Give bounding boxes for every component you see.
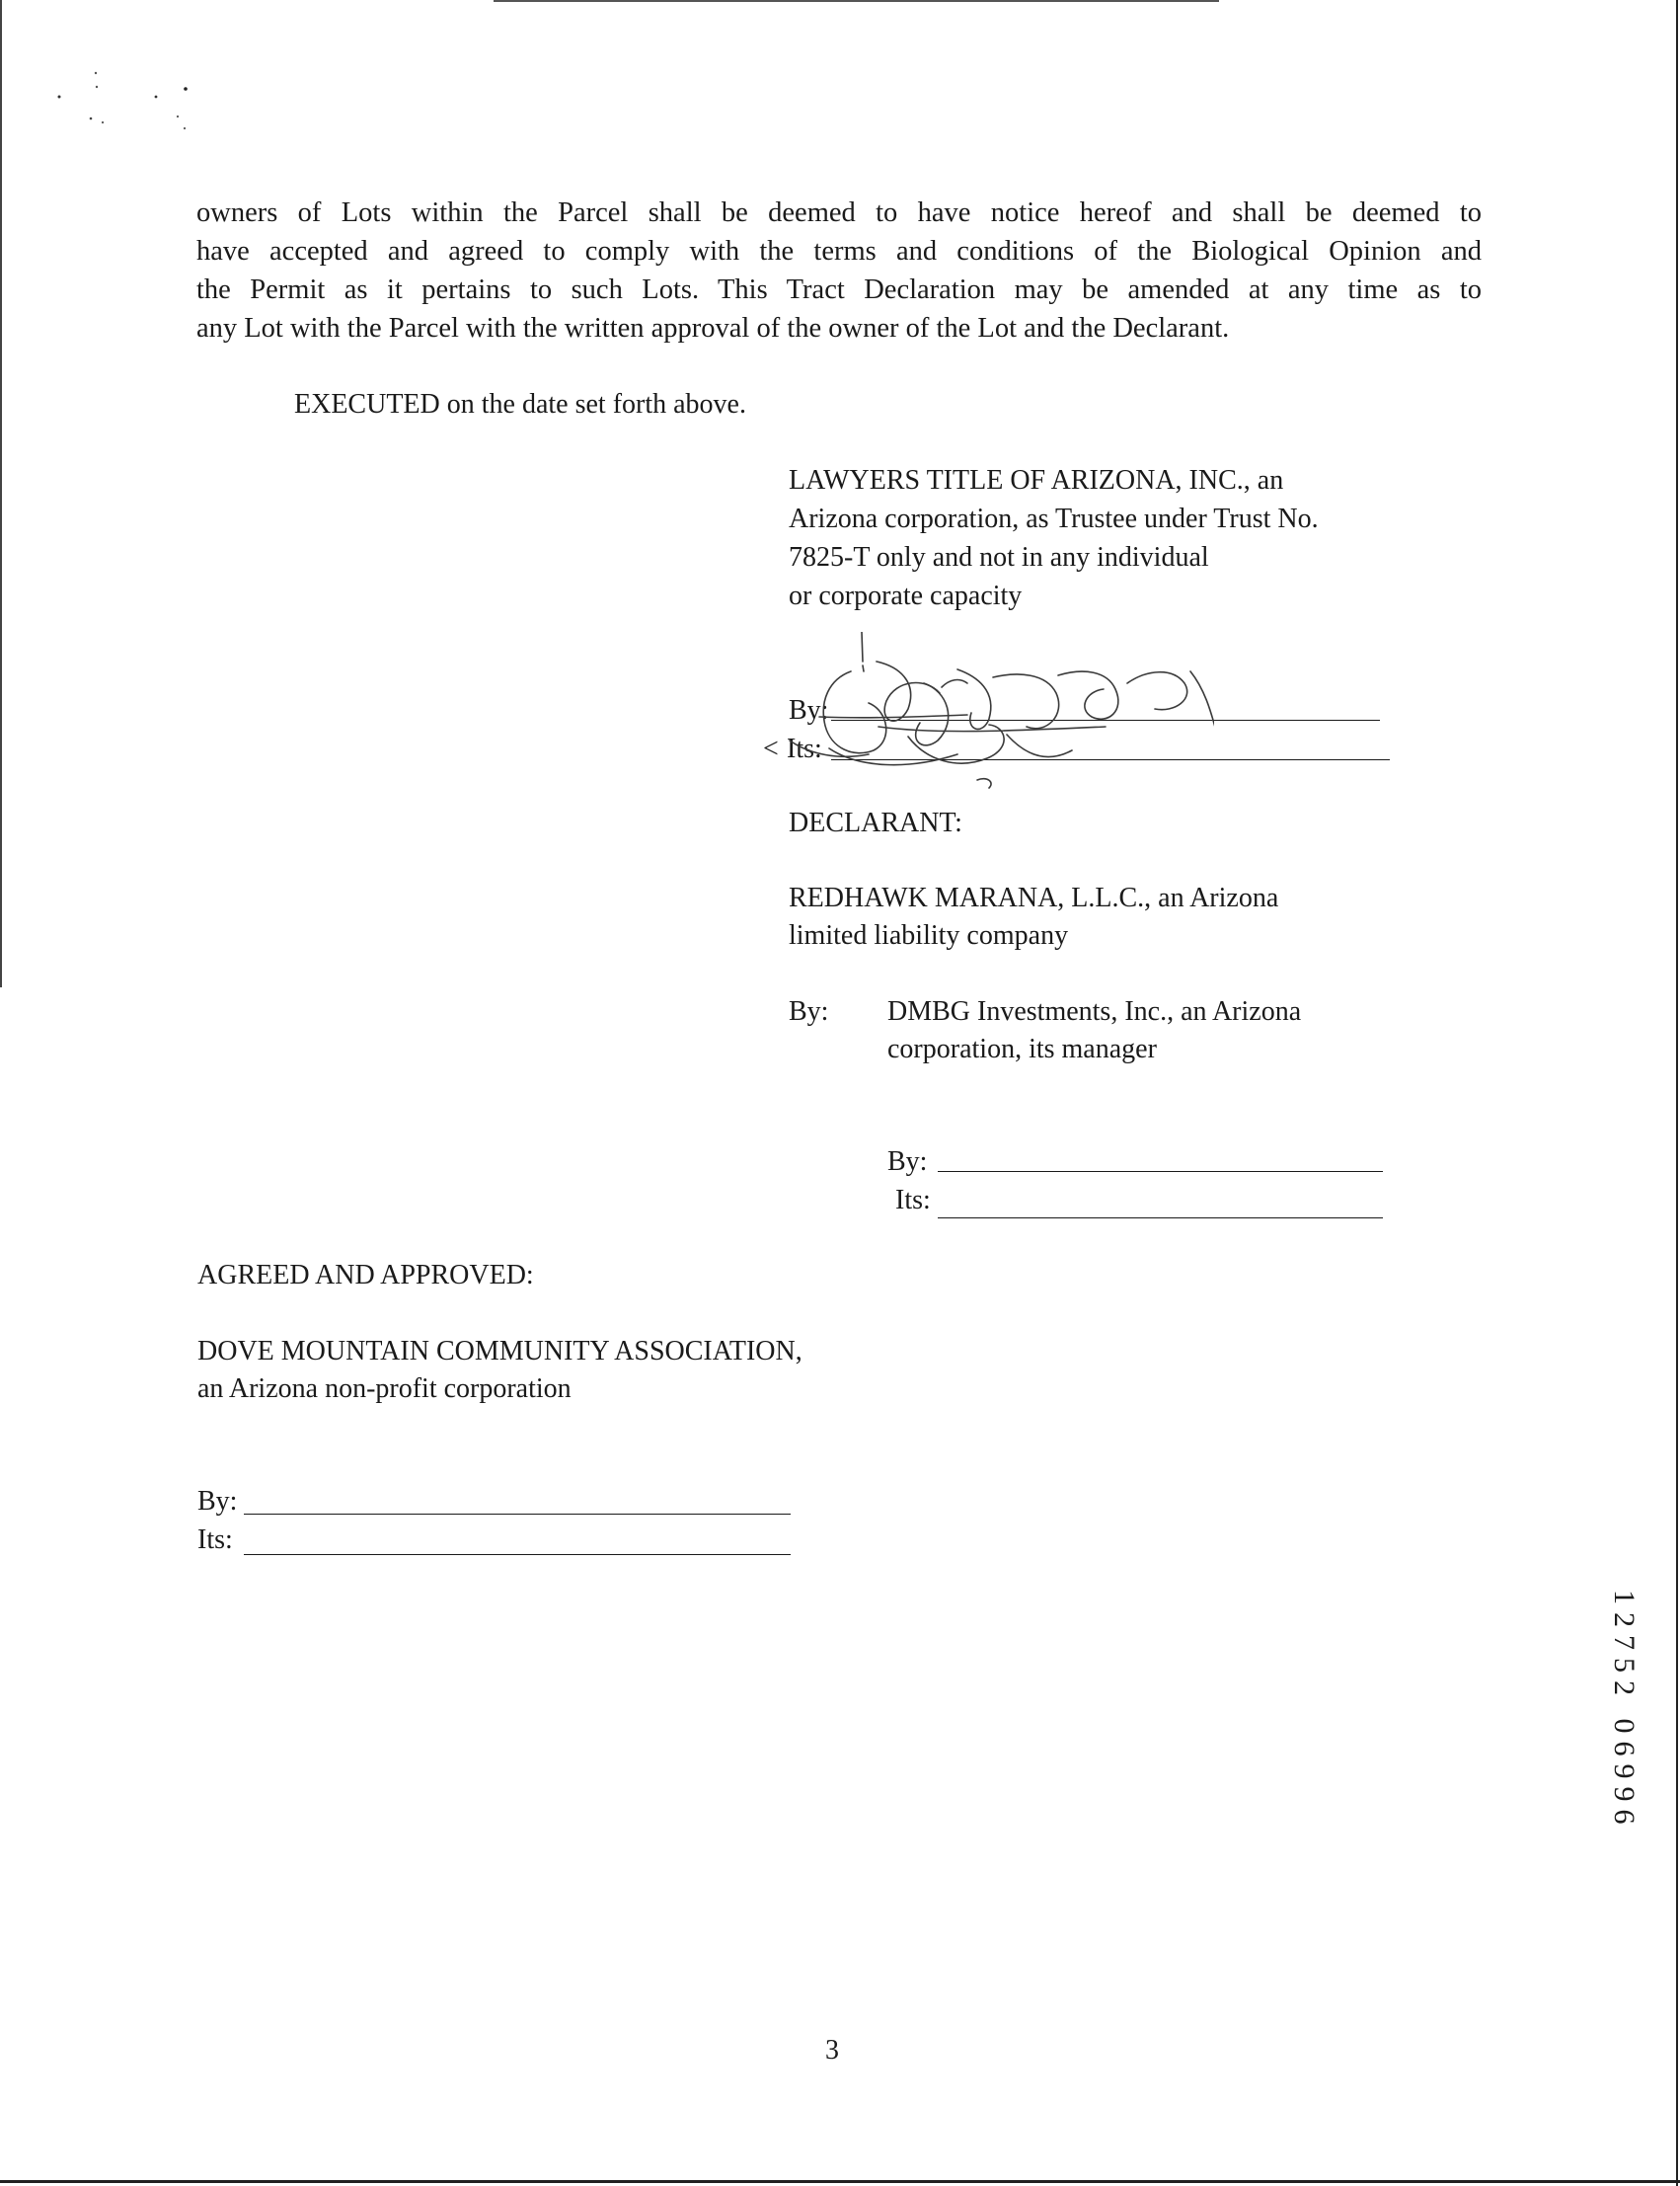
trustee-line: Arizona corporation, as Trustee under Trust No.	[789, 504, 1319, 534]
association-its-label: Its:	[197, 1524, 233, 1555]
scan-edge-right	[1676, 0, 1678, 2186]
scan-edge-top	[494, 0, 1219, 2]
closing-paragraph	[196, 194, 1482, 348]
declarant-company-line: REDHAWK MARANA, L.L.C., an Arizona	[789, 883, 1279, 913]
manager-by-label: By:	[887, 1146, 928, 1177]
trustee-its-label: Its:	[787, 734, 822, 764]
recording-number: 12752 06996	[1608, 1590, 1641, 1833]
trustee-line: LAWYERS TITLE OF ARIZONA, INC., an	[789, 465, 1284, 496]
scan-edge-left	[0, 0, 2, 987]
manager-its-signature-line	[938, 1217, 1383, 1218]
recording-stamp	[1606, 1590, 1642, 1886]
trustee-its-mark: <	[763, 734, 779, 764]
association-its-signature-line	[244, 1554, 791, 1555]
declarant-by-label: By:	[789, 996, 829, 1027]
manager-its-label: Its:	[895, 1185, 931, 1215]
manager-line: corporation, its manager	[887, 1034, 1157, 1064]
association-by-signature-line	[244, 1514, 791, 1515]
handwritten-signature	[760, 632, 1214, 790]
executed-statement: EXECUTED on the date set forth above.	[294, 389, 746, 420]
trustee-by-label: By:	[789, 695, 829, 726]
association-line: an Arizona non-profit corporation	[197, 1373, 572, 1404]
association-by-label: By:	[197, 1486, 238, 1517]
paragraph-line: any Lot with the Parcel with the written approval of the owner of the Lot and the Declarant.	[196, 313, 1230, 344]
paragraph-line: the Permit as it pertains to such Lots. This Tract Declaration may be amended at any time as to	[196, 274, 1482, 305]
declarant-company-line: limited liability company	[789, 920, 1069, 951]
paragraph-line: have accepted and agreed to comply with the terms and conditions of the Biological Opinion and	[196, 236, 1482, 267]
manager-line: DMBG Investments, Inc., an Arizona	[887, 996, 1302, 1027]
approval-heading: AGREED AND APPROVED:	[197, 1260, 534, 1290]
scan-edge-bottom	[0, 2180, 1680, 2183]
trustee-line: or corporate capacity	[789, 581, 1023, 611]
trustee-line: 7825-T only and not in any individual	[789, 542, 1209, 573]
scan-specks	[39, 59, 207, 148]
declarant-heading: DECLARANT:	[789, 808, 962, 838]
paragraph-line: owners of Lots within the Parcel shall be deemed to have notice hereof and shall be deemed to	[196, 197, 1482, 228]
page-number: 3	[825, 2035, 839, 2066]
manager-by-signature-line	[938, 1171, 1383, 1172]
association-line: DOVE MOUNTAIN COMMUNITY ASSOCIATION,	[197, 1336, 802, 1366]
